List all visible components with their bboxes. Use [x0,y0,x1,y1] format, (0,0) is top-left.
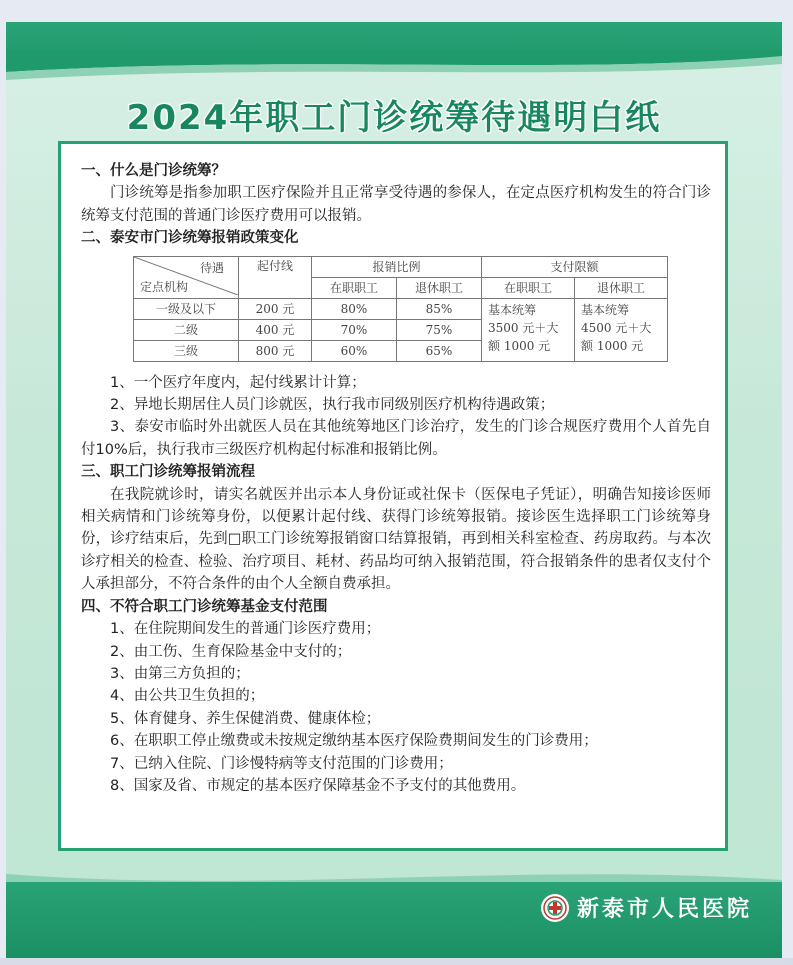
col-ratio-header: 报销比例 [312,256,482,277]
exclusion-item: 1、在住院期间发生的普通门诊医疗费用； [110,621,381,638]
sub-header-retired-limit: 退休职工 [575,277,668,298]
section-3-heading: 三、职工门诊统筹报销流程 [81,464,255,481]
section-3-body: 在我院就诊时，请实名就医并出示本人身份证或社保卡（医保电子凭证），明确告知接诊医师相关病情和门诊统筹身份，以便累计起付线、获得门诊统筹报销。接诊医生选择职工门诊统筹身份，诊疗结束后，先到□职工门诊统筹报销窗口结算报销，再到相关科室检查、药房取药。与本次诊疗相关的检查、检验、治疗项目、耗材、药品均可纳入报销范围，符合报销条件的患者仅支付个人承担部分，不符合条件的由个人全额自费承担。 [81,486,711,593]
policy-note: 1、一个医疗年度内，起付线累计计算； [110,374,366,391]
row-threshold: 400 元 [239,319,312,340]
col-limit-header: 支付限额 [482,256,668,277]
limit-retired-cell [575,298,668,361]
exclusion-item: 4、由公共卫生负担的； [110,688,265,705]
corner-top-label: 待遇 [199,260,224,275]
limit-retired-line: 额 1000 元 [581,338,644,353]
table-row [134,298,668,319]
limit-active-line: 3500 元＋大 [488,320,559,335]
page-title: 2024年职工门诊统筹待遇明白纸 [126,98,662,138]
limit-retired-line: 基本统筹 [581,302,630,317]
hospital-name: 新泰市人民医院 [576,896,752,922]
section-1-heading: 一、什么是门诊统筹？ [81,163,226,179]
section-4-heading: 四、不符合职工门诊统筹基金支付范围 [81,598,328,615]
content-box [58,141,728,851]
policy-note: 2、异地长期居住人员门诊就医，执行我市同级别医疗机构待遇政策； [110,397,555,414]
exclusion-item: 7、已纳入住院、门诊慢特病等支付范围的门诊费用； [110,755,453,772]
exclusion-item: 6、在职职工停止缴费或未按规定缴纳基本医疗保险费期间发生的门诊费用； [110,733,598,750]
hospital-logo-icon [541,894,569,922]
col-threshold-header: 起付线 [239,256,312,298]
row-active-ratio: 80% [312,298,397,319]
limit-active-line: 基本统筹 [488,302,537,317]
row-retired-ratio: 65% [397,340,482,361]
row-active-ratio: 60% [312,340,397,361]
top-wave-decoration [6,50,782,90]
sub-header-active: 在职职工 [312,277,397,298]
policy-table [133,256,668,362]
row-level: 一级及以下 [134,298,239,319]
sub-header-retired: 退休职工 [397,277,482,298]
exclusion-item: 3、由第三方负担的； [110,665,250,682]
limit-retired-line: 4500 元＋大 [581,320,652,335]
policy-note: 3、泰安市临时外出就医人员在其他统筹地区门诊治疗，发生的门诊合规医疗费用个人首先自付10%后，执行我市三级医疗机构起付标准和报销比例。 [81,419,711,458]
bottom-strip [0,958,793,965]
sub-header-active-limit: 在职职工 [482,277,575,298]
poster [6,22,782,958]
corner-bottom-label: 定点机构 [140,279,189,294]
exclusion-item: 8、国家及省、市规定的基本医疗保障基金不予支付的其他费用。 [110,777,526,794]
hospital-brand [541,892,752,923]
section-1-body: 门诊统筹是指参加职工医疗保险并且正常享受待遇的参保人，在定点医疗机构发生的符合门诊统筹支付范围的普通门诊医疗费用可以报销。 [81,185,711,224]
table-corner-cell [134,256,239,298]
section-2-heading: 二、泰安市门诊统筹报销政策变化 [81,230,299,247]
row-threshold: 200 元 [239,298,312,319]
row-level: 二级 [134,319,239,340]
row-level: 三级 [134,340,239,361]
exclusion-item: 2、由工伤、生育保险基金中支付的； [110,643,352,660]
row-threshold: 800 元 [239,340,312,361]
exclusion-item: 5、体育健身、养生保健消费、健康体检； [110,710,381,727]
content [81,160,711,797]
row-retired-ratio: 85% [397,298,482,319]
row-active-ratio: 70% [312,319,397,340]
row-retired-ratio: 75% [397,319,482,340]
limit-active-line: 额 1000 元 [488,338,551,353]
limit-active-cell [482,298,575,361]
